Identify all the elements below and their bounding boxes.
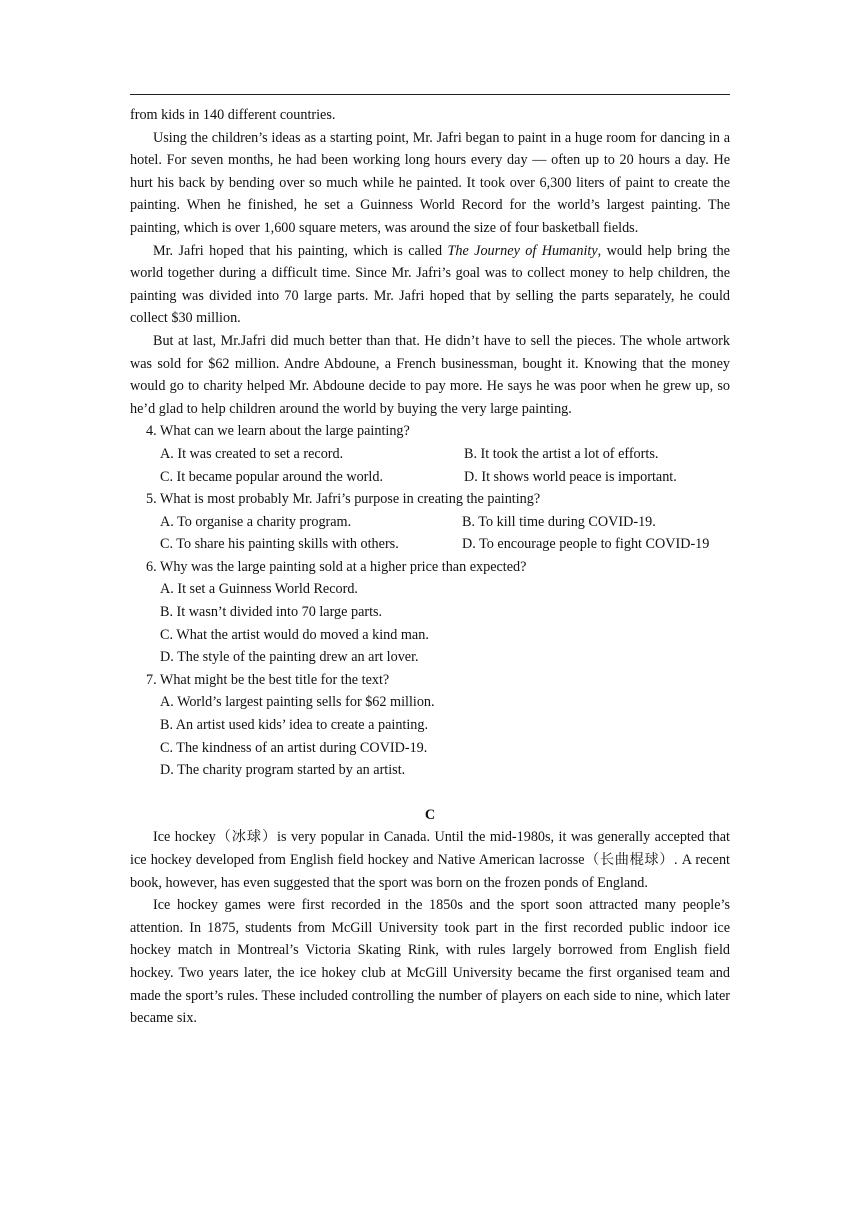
paragraph-jafri-painting: Using the children’s ideas as a starting point, Mr. Jafri began to paint in a huge room for dancing in a hotel. For seven months, he had been working long hours every day — often up to 20 hours a day. He hurt his back by bending over so much while he painted. It took over 6,300 liters of paint to create the painting. When he finished, he set a Guinness World Record for the world’s largest painting. The painting, which is over 1,600 square meters, was around the size of four basketball fields. bbox=[130, 129, 730, 236]
option-a[interactable]: A. It was created to set a record. bbox=[160, 445, 344, 462]
question-4 bbox=[130, 420, 730, 488]
text-segment: , would help bring the world together during a difficult time. Since Mr. Jafri’s goal was to collect money to help children, the painting was divided into 70 large parts. Mr. Jafri hoped that by selling the parts separately, he could collect $30 million. bbox=[130, 242, 730, 327]
question-5 bbox=[130, 488, 730, 556]
paragraph-continuation: from kids in 140 different countries. bbox=[130, 107, 336, 123]
option-a[interactable]: A. To organise a charity program. bbox=[160, 513, 352, 530]
option-b[interactable]: B. It took the artist a lot of efforts. bbox=[464, 445, 659, 462]
option-d[interactable]: D. The style of the painting drew an art lover. bbox=[160, 649, 419, 666]
question-6 bbox=[130, 556, 730, 669]
option-a[interactable]: A. World’s largest painting sells for $62 million. bbox=[160, 694, 435, 711]
option-row bbox=[130, 533, 730, 556]
option-b[interactable]: B. An artist used kids’ idea to create a painting. bbox=[160, 717, 429, 734]
paragraph-ice-hockey-origin: Ice hockey（冰球）is very popular in Canada. Until the mid-1980s, it was generally accepted that ice hockey developed from English field hockey and Native American lacrosse（长曲棍球）. A recent book, however, has even suggested that the sport was born on the frozen ponds of England. bbox=[130, 829, 730, 891]
document-body bbox=[130, 104, 730, 1030]
option-c[interactable]: C. To share his painting skills with others. bbox=[160, 536, 399, 553]
option-c[interactable]: C. What the artist would do moved a kind man. bbox=[160, 626, 429, 643]
option-c[interactable]: C. It became popular around the world. bbox=[160, 468, 383, 485]
paragraph-ice-hockey-history: Ice hockey games were first recorded in the 1850s and the sport soon attracted many people’s attention. In 1875, students from McGill University took part in the first recorded public indoor ice hockey match in Montreal’s Victoria Skating Rink, with rules largely borrowed from English field hockey. Two years later, the ice hokey club at McGill University became the first organised team and made the sport’s rules. These included controlling the number of players on each side to nine, which later became six. bbox=[130, 897, 730, 1027]
question-stem: 5. What is most probably Mr. Jafri’s purpose in creating the painting? bbox=[146, 491, 541, 508]
question-stem: 6. Why was the large painting sold at a higher price than expected? bbox=[146, 558, 527, 575]
painting-title: The Journey of Humanity bbox=[447, 242, 598, 259]
option-d[interactable]: D. It shows world peace is important. bbox=[464, 468, 677, 485]
section-heading-c: C bbox=[424, 806, 436, 823]
option-row bbox=[130, 443, 730, 466]
option-d[interactable]: D. To encourage people to fight COVID-19 bbox=[462, 536, 710, 553]
question-7 bbox=[130, 669, 730, 782]
text-segment: Mr. Jafri hoped that his painting, which is called bbox=[153, 242, 448, 259]
paragraph-sale: But at last, Mr.Jafri did much better than that. He didn’t have to sell the pieces. The whole artwork was sold for $62 million. Andre Abdoune, a French businessman, bought it. Knowing that the money would go to charity helped Mr. Abdoune decide to pay more. He says he was poor when he grew up, so he’d glad to help children around the world by buying the very large painting. bbox=[130, 332, 730, 417]
question-stem: 4. What can we learn about the large painting? bbox=[146, 423, 410, 440]
option-a[interactable]: A. It set a Guinness World Record. bbox=[160, 581, 358, 598]
option-b[interactable]: B. To kill time during COVID-19. bbox=[462, 513, 656, 530]
header-rule bbox=[130, 94, 730, 95]
question-stem: 7. What might be the best title for the text? bbox=[146, 671, 390, 688]
paragraph-journey-of-humanity bbox=[130, 240, 730, 330]
option-c[interactable]: C. The kindness of an artist during COVID-19. bbox=[160, 739, 428, 756]
option-b[interactable]: B. It wasn’t divided into 70 large parts. bbox=[160, 604, 383, 621]
option-d[interactable]: D. The charity program started by an artist. bbox=[160, 762, 406, 779]
option-row bbox=[130, 511, 730, 534]
option-row bbox=[130, 466, 730, 489]
